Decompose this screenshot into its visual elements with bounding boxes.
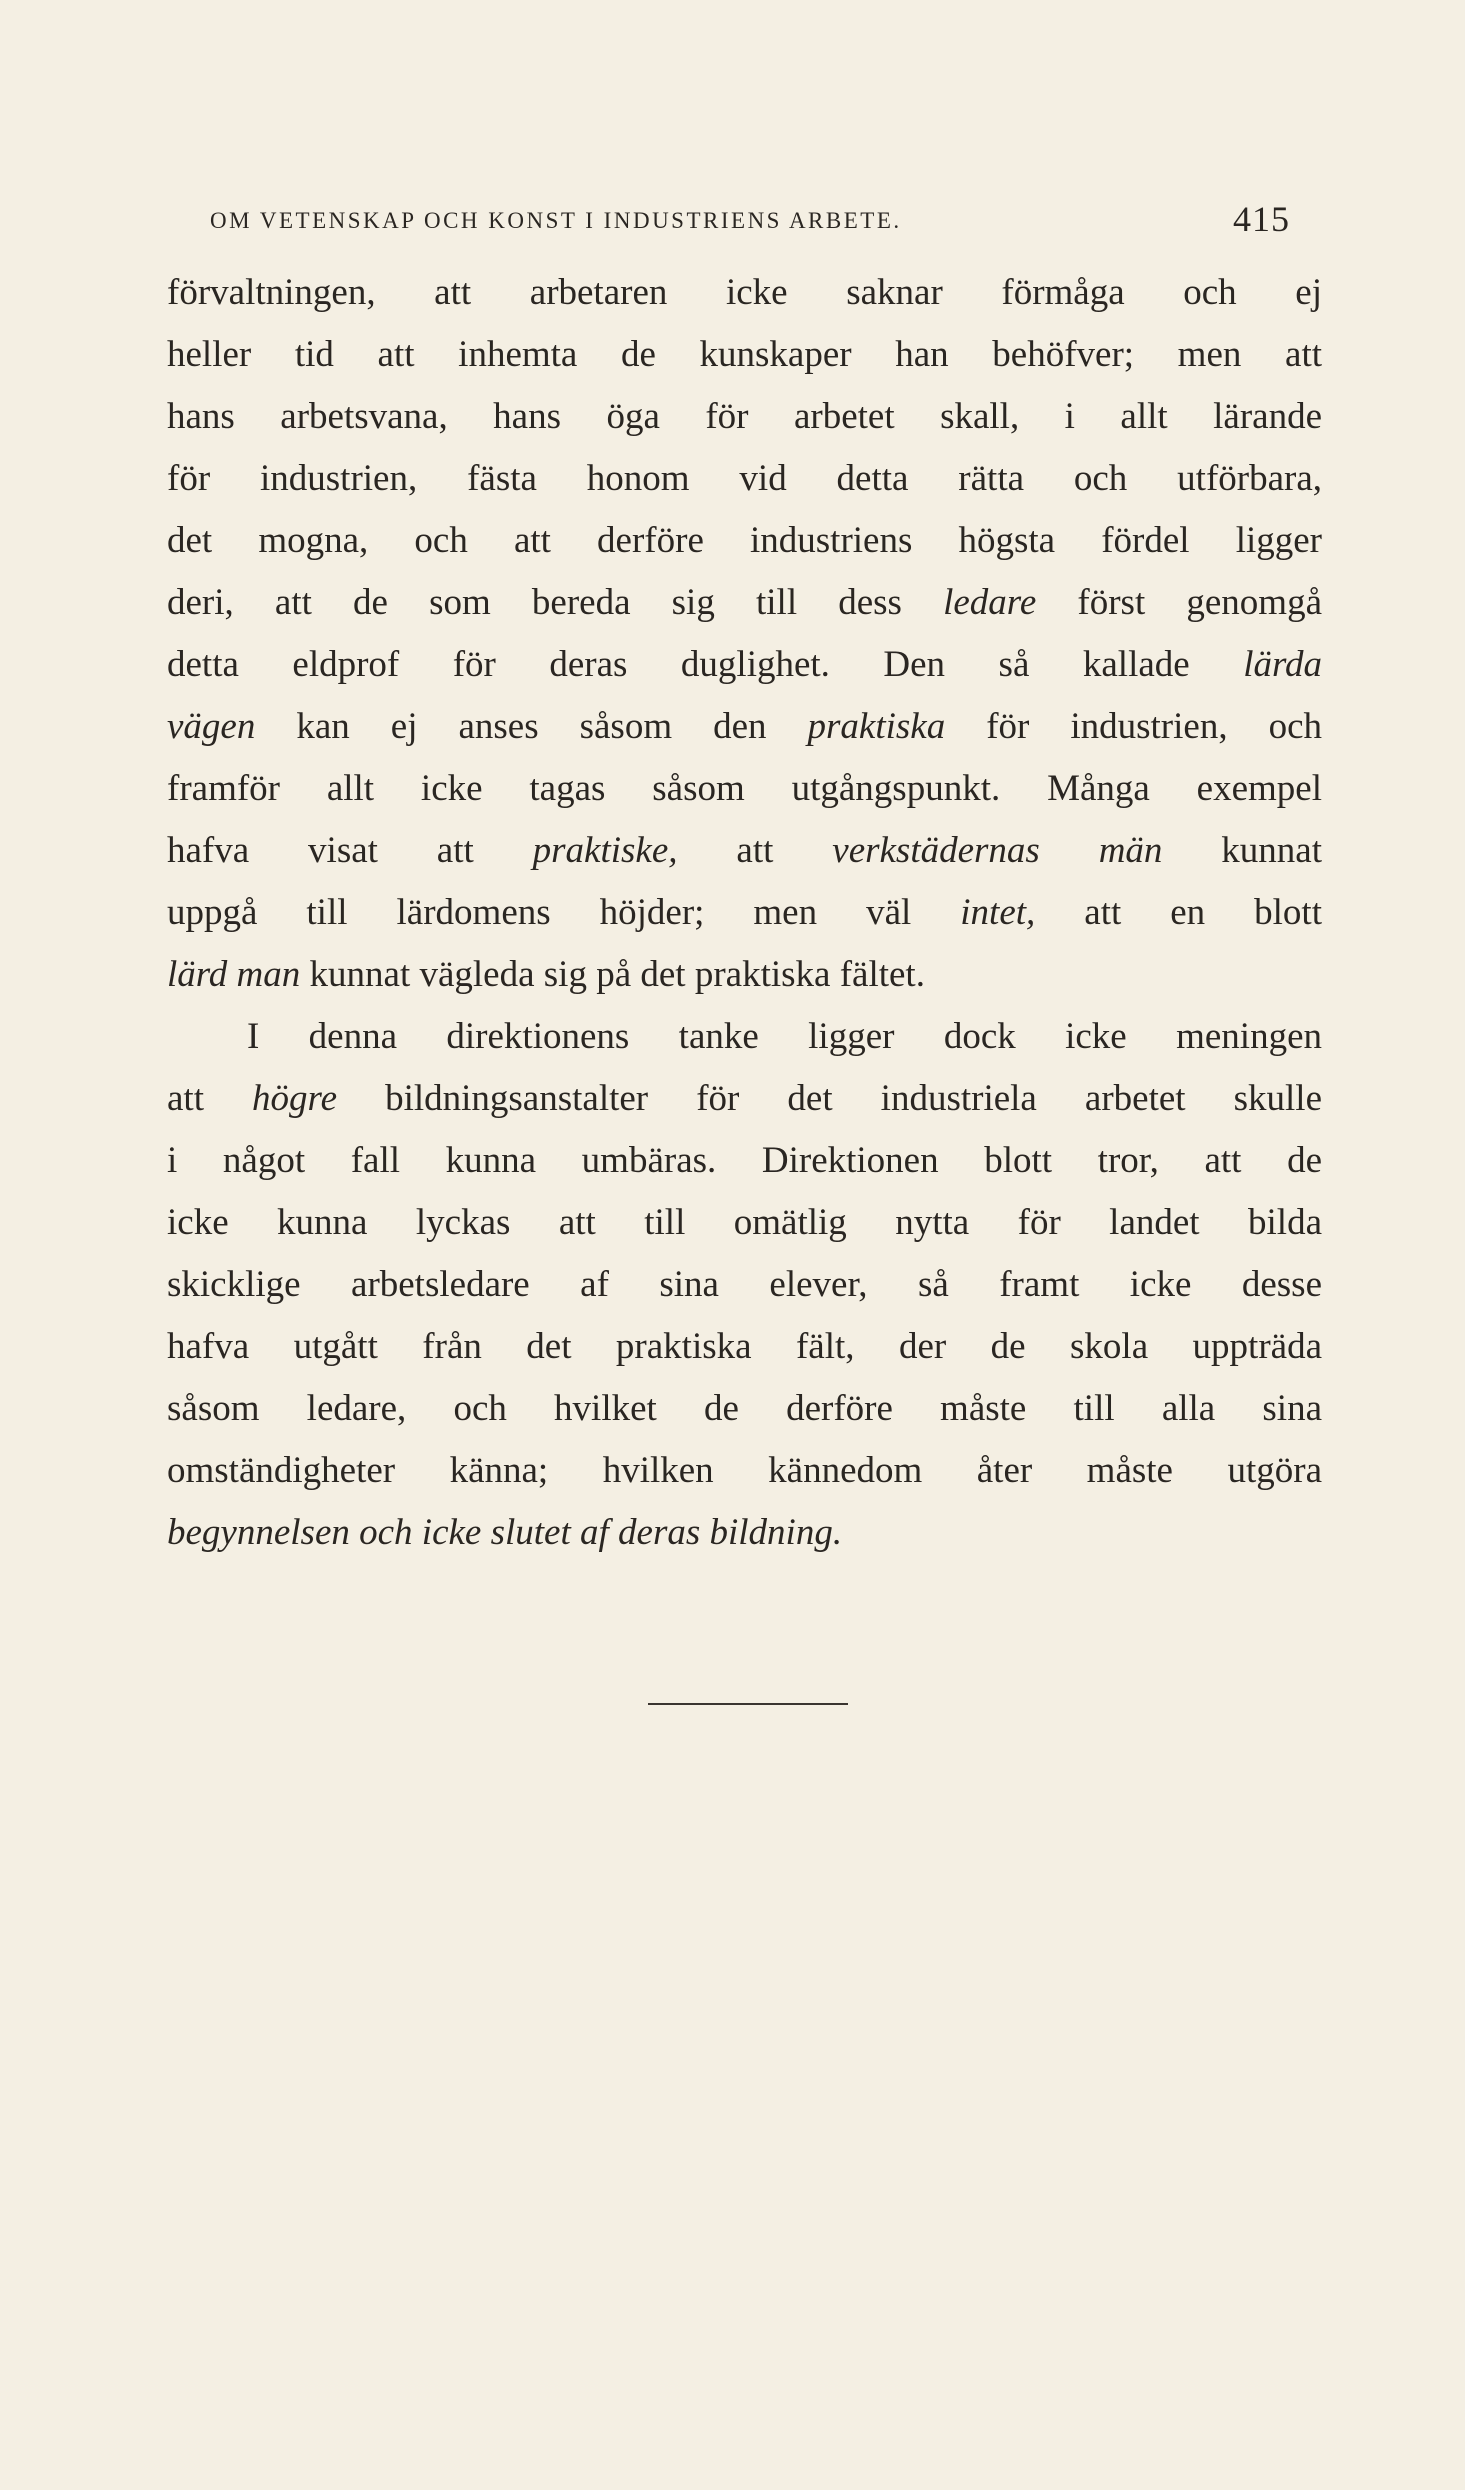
emphasis: intet, bbox=[960, 892, 1036, 933]
body-text bbox=[167, 262, 1322, 1564]
text-line: framför allt icke tagas såsom utgångspunkt. Många exempel bbox=[167, 768, 1322, 809]
emphasis: ledare bbox=[943, 582, 1037, 623]
text-line: förvaltningen, att arbetaren icke saknar förmåga och ej bbox=[167, 272, 1322, 313]
running-title: OM VETENSKAP OCH KONST I INDUSTRIENS ARBETE. bbox=[210, 208, 902, 233]
text-line: heller tid att inhemta de kunskaper han behöfver; men att bbox=[167, 334, 1322, 375]
text-line: uppgå till lärdomens höjder; men väl intet, att en blott bbox=[167, 892, 1322, 933]
emphasis: lärd man bbox=[167, 954, 301, 995]
emphasis: lärda bbox=[1243, 644, 1322, 685]
emphasis: begynnelsen och icke slutet af deras bildning. bbox=[167, 1512, 843, 1553]
page-header bbox=[210, 198, 1290, 248]
emphasis: praktiska bbox=[807, 706, 946, 747]
text-line: hafva visat att praktiske, att verkstädernas män kunnat bbox=[167, 830, 1323, 871]
text-line: såsom ledare, och hvilket de derföre måste till alla sina bbox=[167, 1388, 1322, 1429]
text-line: hans arbetsvana, hans öga för arbetet skall, i allt lärande bbox=[167, 396, 1322, 437]
text-line bbox=[167, 1502, 1322, 1564]
text-line: icke kunna lyckas att till omätlig nytta för landet bilda bbox=[167, 1202, 1322, 1243]
paragraph-start-line: I denna direktionens tanke ligger dock icke meningen bbox=[247, 1016, 1322, 1057]
emphasis: praktiske, bbox=[532, 830, 678, 871]
text-line: skicklige arbetsledare af sina elever, så framt icke desse bbox=[167, 1264, 1322, 1305]
emphasis: högre bbox=[252, 1078, 337, 1119]
text-line: detta eldprof för deras duglighet. Den så kallade lärda bbox=[167, 644, 1322, 685]
text-line: lärd man kunnat vägleda sig på det praktiska fältet. bbox=[167, 954, 925, 995]
emphasis: vägen bbox=[167, 706, 256, 747]
text-line: hafva utgått från det praktiska fält, der de skola uppträda bbox=[167, 1326, 1322, 1367]
section-divider bbox=[648, 1703, 848, 1705]
page-number: 415 bbox=[1233, 199, 1290, 239]
text-line: det mogna, och att derföre industriens högsta fördel ligger bbox=[167, 520, 1322, 561]
text-line: omständigheter känna; hvilken kännedom åter måste utgöra bbox=[167, 1450, 1322, 1491]
text-line: för industrien, fästa honom vid detta rätta och utförbara, bbox=[167, 458, 1322, 499]
text-line: deri, att de som bereda sig till dess ledare först genomgå bbox=[167, 582, 1322, 623]
text-line: i något fall kunna umbäras. Direktionen blott tror, att de bbox=[167, 1140, 1322, 1181]
text-line: att högre bildningsanstalter för det industriela arbetet skulle bbox=[167, 1078, 1322, 1119]
text-line: vägen kan ej anses såsom den praktiska för industrien, och bbox=[167, 706, 1322, 747]
emphasis: verkstädernas män bbox=[832, 830, 1163, 871]
